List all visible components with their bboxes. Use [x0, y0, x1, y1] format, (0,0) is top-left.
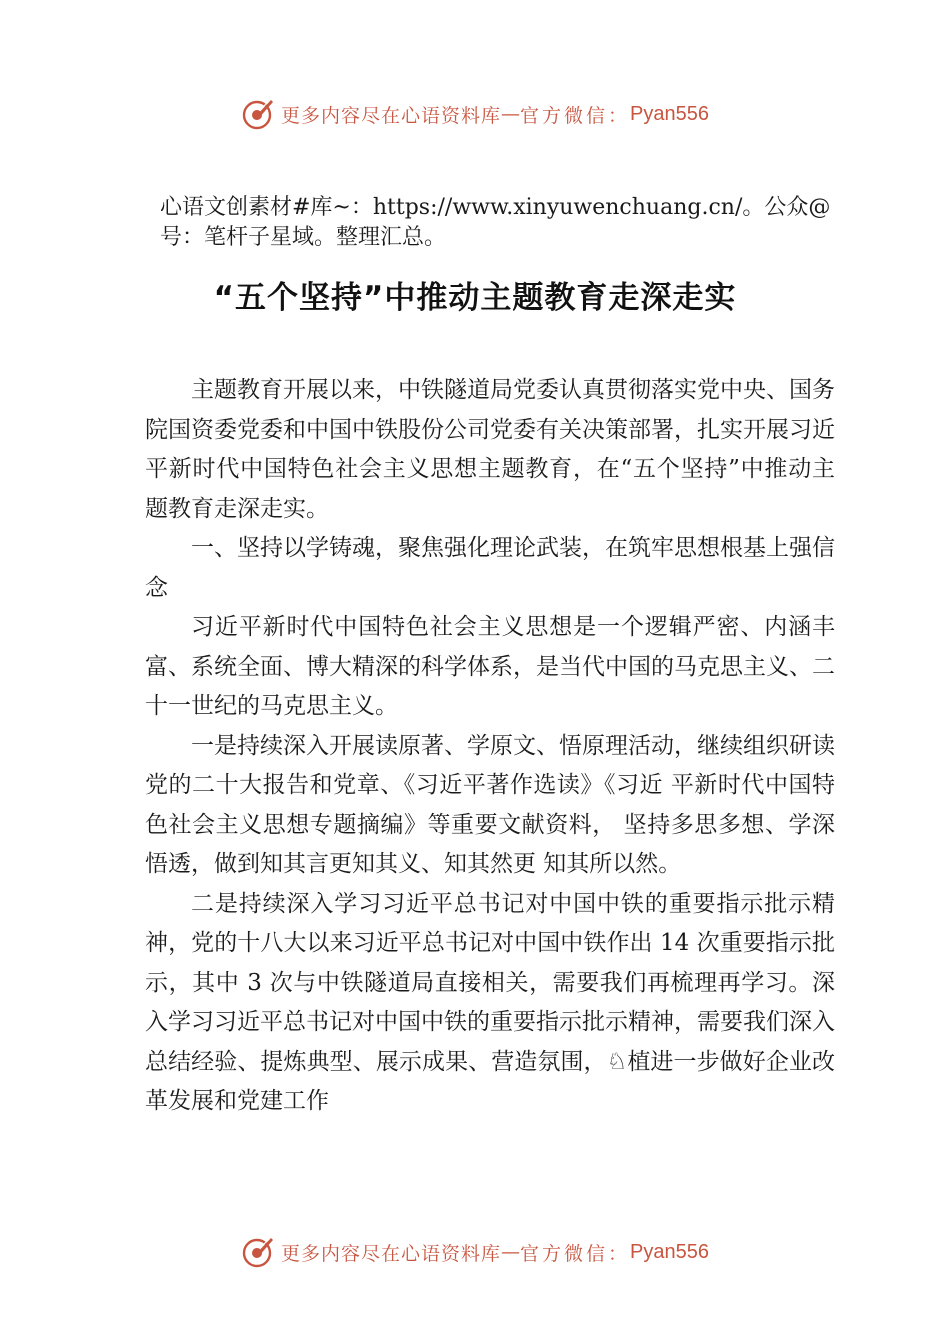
banner-wechat-label: 官方微信：: [520, 1242, 631, 1265]
banner-wechat-id: Pyan556: [630, 1240, 709, 1263]
header-banner: [0, 96, 950, 132]
paragraph: 主题教育开展以来，中铁隧道局党委认真贯彻落实党中央、国务院国资委党委和中国中铁股份公司党委有关决策部署，扎实开展习近平新时代中国特色社会主义思想主题教育，在“五个坚持”中推动主题教育走深走实。: [145, 377, 835, 522]
banner-wechat-id: Pyan556: [630, 102, 709, 125]
source-line: 心语文创素材#库~：https://www.xinyuwenchuang.cn/。公众@号：笔杆子星域。整理汇总。: [160, 195, 831, 250]
quill-logo-icon: [241, 97, 275, 131]
document-title: “五个坚持”中推动主题教育走深走实: [213, 280, 737, 316]
quill-logo-icon: [241, 1235, 275, 1269]
paragraph: 一是持续深入开展读原著、学原文、悟原理活动，继续组织研读党的二十大报告和党章、《习近平著作选读》《习近 平新时代中国特色社会主义思想专题摘编》等重要文献资料， 坚持多思多想、学深悟透，做到知其言更知其义、知其然更 知其所以然。: [145, 732, 835, 877]
banner-text: 更多内容尽在心语资料库: [281, 1242, 502, 1265]
document-body: [145, 371, 835, 1122]
banner-wechat-label: 官方微信：: [520, 104, 631, 127]
paragraph: 二是持续深入学习习近平总书记对中国中铁的重要指示批示精神，党的十八大以来习近平总书记对中国中铁作出 14 次重要指示批示，其中 3 次与中铁隧道局直接相关，需要我们再梳理再学习。深入学习习近平总书记对中国中铁的重要指示批示精神，需要我们深入总结经验、提炼典型、展示成果、营造氛围，♘植进一步做好企业改革发展和党建工作: [145, 890, 835, 1114]
banner-separator: —: [501, 103, 521, 125]
footer-banner: [0, 1234, 950, 1270]
paragraph: 一、坚持以学铸魂，聚焦强化理论武装，在筑牢思想根基上强信念: [145, 535, 835, 601]
banner-separator: —: [501, 1241, 521, 1263]
paragraph: 习近平新时代中国特色社会主义思想是一个逻辑严密、内涵丰富、系统全面、博大精深的科学体系，是当代中国的马克思主义、二十一世纪的马克思主义。: [145, 614, 835, 719]
banner-text: 更多内容尽在心语资料库: [281, 104, 502, 127]
